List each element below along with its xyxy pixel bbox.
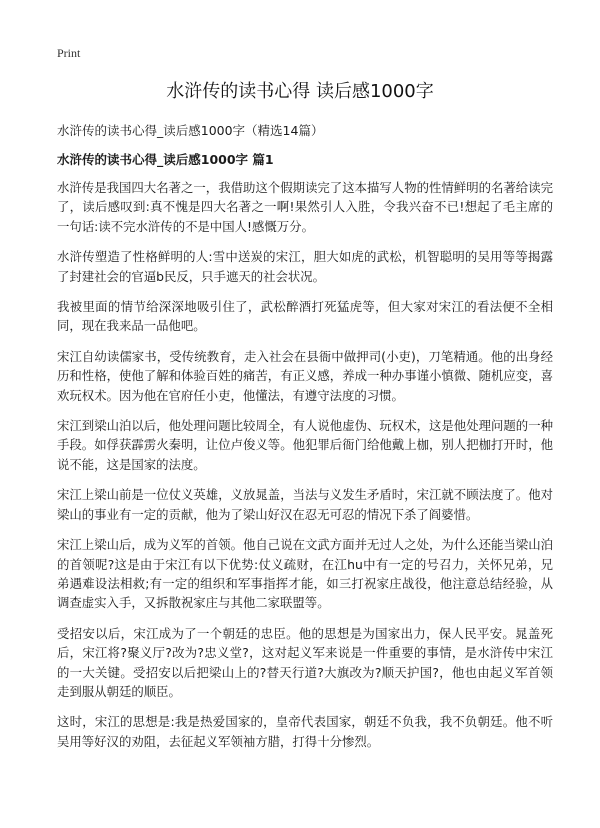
paragraph: 水浒传塑造了性格鲜明的人:雪中送炭的宋江，胆大如虎的武松，机智聪明的吴用等等揭露了封建社会的官逼b民反，只手遮天的社会状况。 [57,249,553,284]
section-heading: 水浒传的读书心得_读后感1000字 篇1 [57,152,274,167]
article-body [57,178,553,762]
page-title: 水浒传的读书心得 读后感1000字 [166,81,434,102]
paragraph: 水浒传是我国四大名著之一，我借助这个假期读完了这本描写人物的性情鲜明的名著给读完了，读后感叹到:真不愧是四大名著之一啊!果然引人入胜，令我兴奋不已!想起了毛主席的一句话:读不完水浒传的不是中国人!感慨万分。 [57,180,553,234]
paragraph: 受招安以后，宋江成为了一个朝廷的忠臣。他的思想是为国家出力，保人民平安。晁盖死后，宋江将?聚义厅?改为?忠义堂?，这对起义军来说是一件重要的事情，是水浒传中宋江的一大关键。受招安以后把梁山上的?替天行道?大旗改为?顺天护国?，他也由起义军首领走到服从朝廷的顺臣。 [57,625,553,699]
paragraph: 宋江到梁山泊以后，他处理问题比较周全，有人说他虚伪、玩权术，这是他处理问题的一种手段。如俘获霹雳火秦明，让位卢俊义等。他犯罪后衙门给他戴上枷，别人把枷打开时，他说不能，这是国家的法度。 [57,418,553,472]
print-link[interactable]: Print [57,46,81,60]
paragraph: 宋江自幼读儒家书，受传统教育，走入社会在县衙中做押司(小吏)，刀笔精通。他的出身经历和性格，使他了解和体验百姓的痛苦，有正义感，养成一种办事谨小慎微、随机应变，喜欢玩权术。因为他在官府任小吏，他懂法，有遵守法度的习惯。 [57,348,553,403]
paragraph: 宋江上梁山后，成为义军的首领。他自己说在文武方面并无过人之处，为什么还能当梁山泊的首领呢?这是由于宋江有以下优势:仗义疏财，在江hu中有一定的号召力，关怀兄弟，兄弟遇难设法相救;有一定的组织和军事指挥才能，如三打祝家庄战役，他注意总结经验，从调查虚实入手，又拆散祝家庄与其他二家联盟等。 [57,537,553,611]
document-subtitle: 水浒传的读书心得_读后感1000字（精选14篇） [57,123,324,138]
paragraph: 宋江上梁山前是一位仗义英雄，义放晁盖，当法与义发生矛盾时，宋江就不顾法度了。他对梁山的事业有一定的贡献，他为了梁山好汉在忍无可忍的情况下杀了阎婆惜。 [57,487,553,522]
paragraph: 这时，宋江的思想是:我是热爱国家的，皇帝代表国家，朝廷不负我，我不负朝廷。他不听吴用等好汉的劝阻，去征起义军领袖方腊，打得十分惨烈。 [57,714,553,749]
paragraph: 我被里面的情节给深深地吸引住了，武松醉酒打死猛虎等，但大家对宋江的看法便不全相同，现在我来品一品他吧。 [57,299,553,334]
